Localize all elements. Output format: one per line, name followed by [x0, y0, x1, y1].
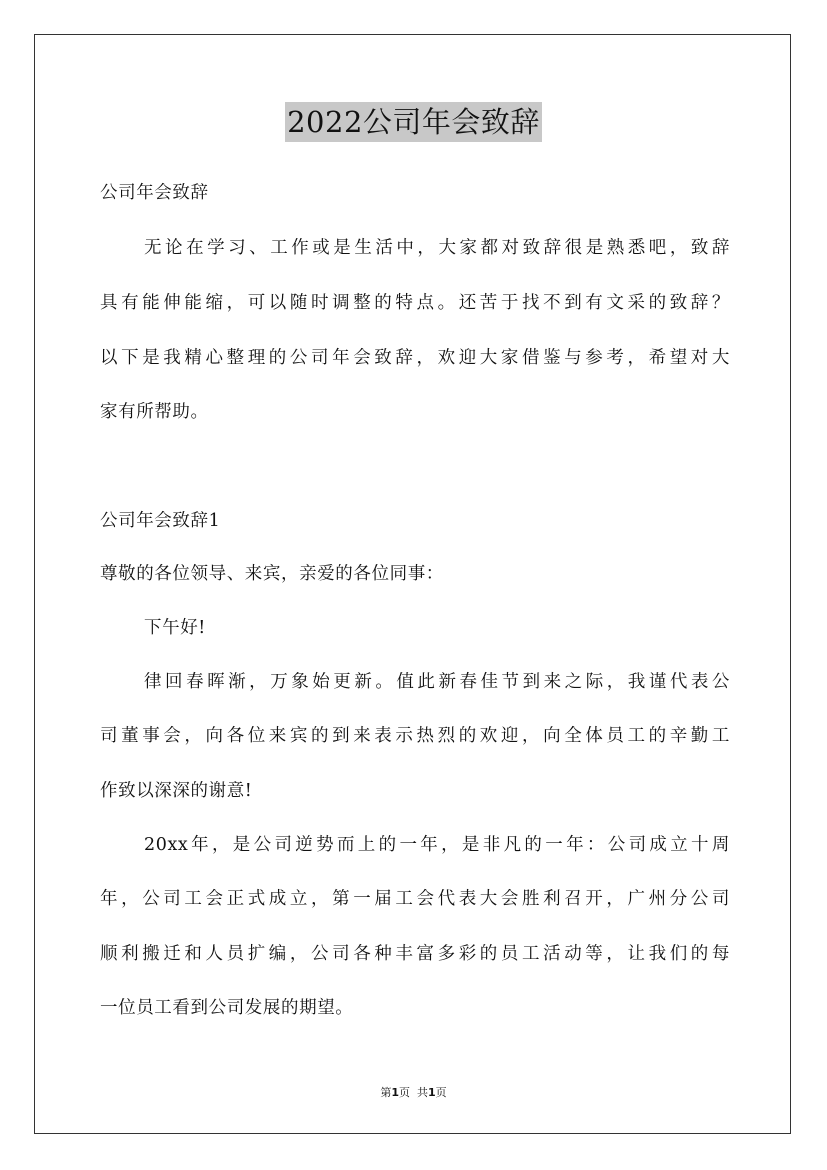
title-container: [0, 102, 827, 142]
para2-line-2: 年，公司工会正式成立，第一届工会代表大会胜利召开，广州分公司: [100, 889, 730, 909]
intro-line-2: 具有能伸能缩，可以随时调整的特点。还苦于找不到有文采的致辞？: [100, 293, 730, 313]
page-number: 1: [391, 1086, 399, 1099]
para2-line-1: 20xx年，是公司逆势而上的一年，是非凡的一年：公司成立十周: [144, 835, 730, 855]
page-footer: [0, 1084, 827, 1100]
para2-line-4: 一位员工看到公司发展的期望。: [100, 998, 354, 1018]
total-suffix: 页: [435, 1086, 447, 1099]
intro-line-4: 家有所帮助。: [100, 402, 209, 422]
total-label: 共: [417, 1086, 428, 1099]
total-pages: 1: [428, 1086, 436, 1099]
subtitle: 公司年会致辞: [100, 183, 209, 203]
intro-line-3: 以下是我精心整理的公司年会致辞，欢迎大家借鉴与参考，希望对大: [100, 348, 730, 368]
para2-line-3: 顺利搬迁和人员扩编，公司各种丰富多彩的员工活动等，让我们的每: [100, 944, 730, 964]
intro-line-1: 无论在学习、工作或是生活中，大家都对致辞很是熟悉吧，致辞: [144, 238, 730, 258]
para1-line-2: 司董事会，向各位来宾的到来表示热烈的欢迎，向全体员工的辛勤工: [100, 726, 730, 746]
section-heading: 公司年会致辞1: [100, 511, 221, 531]
para1-line-1: 律回春晖渐，万象始更新。值此新春佳节到来之际，我谨代表公: [144, 672, 730, 692]
salutation: 尊敬的各位领导、来宾，亲爱的各位同事：: [100, 564, 444, 584]
para1-line-3: 作致以深深的谢意!: [100, 781, 253, 801]
document-title: 2022公司年会致辞: [285, 102, 542, 142]
page-label: 第: [380, 1086, 392, 1099]
greeting: 下午好!: [144, 618, 206, 638]
page-suffix: 页: [399, 1086, 410, 1099]
